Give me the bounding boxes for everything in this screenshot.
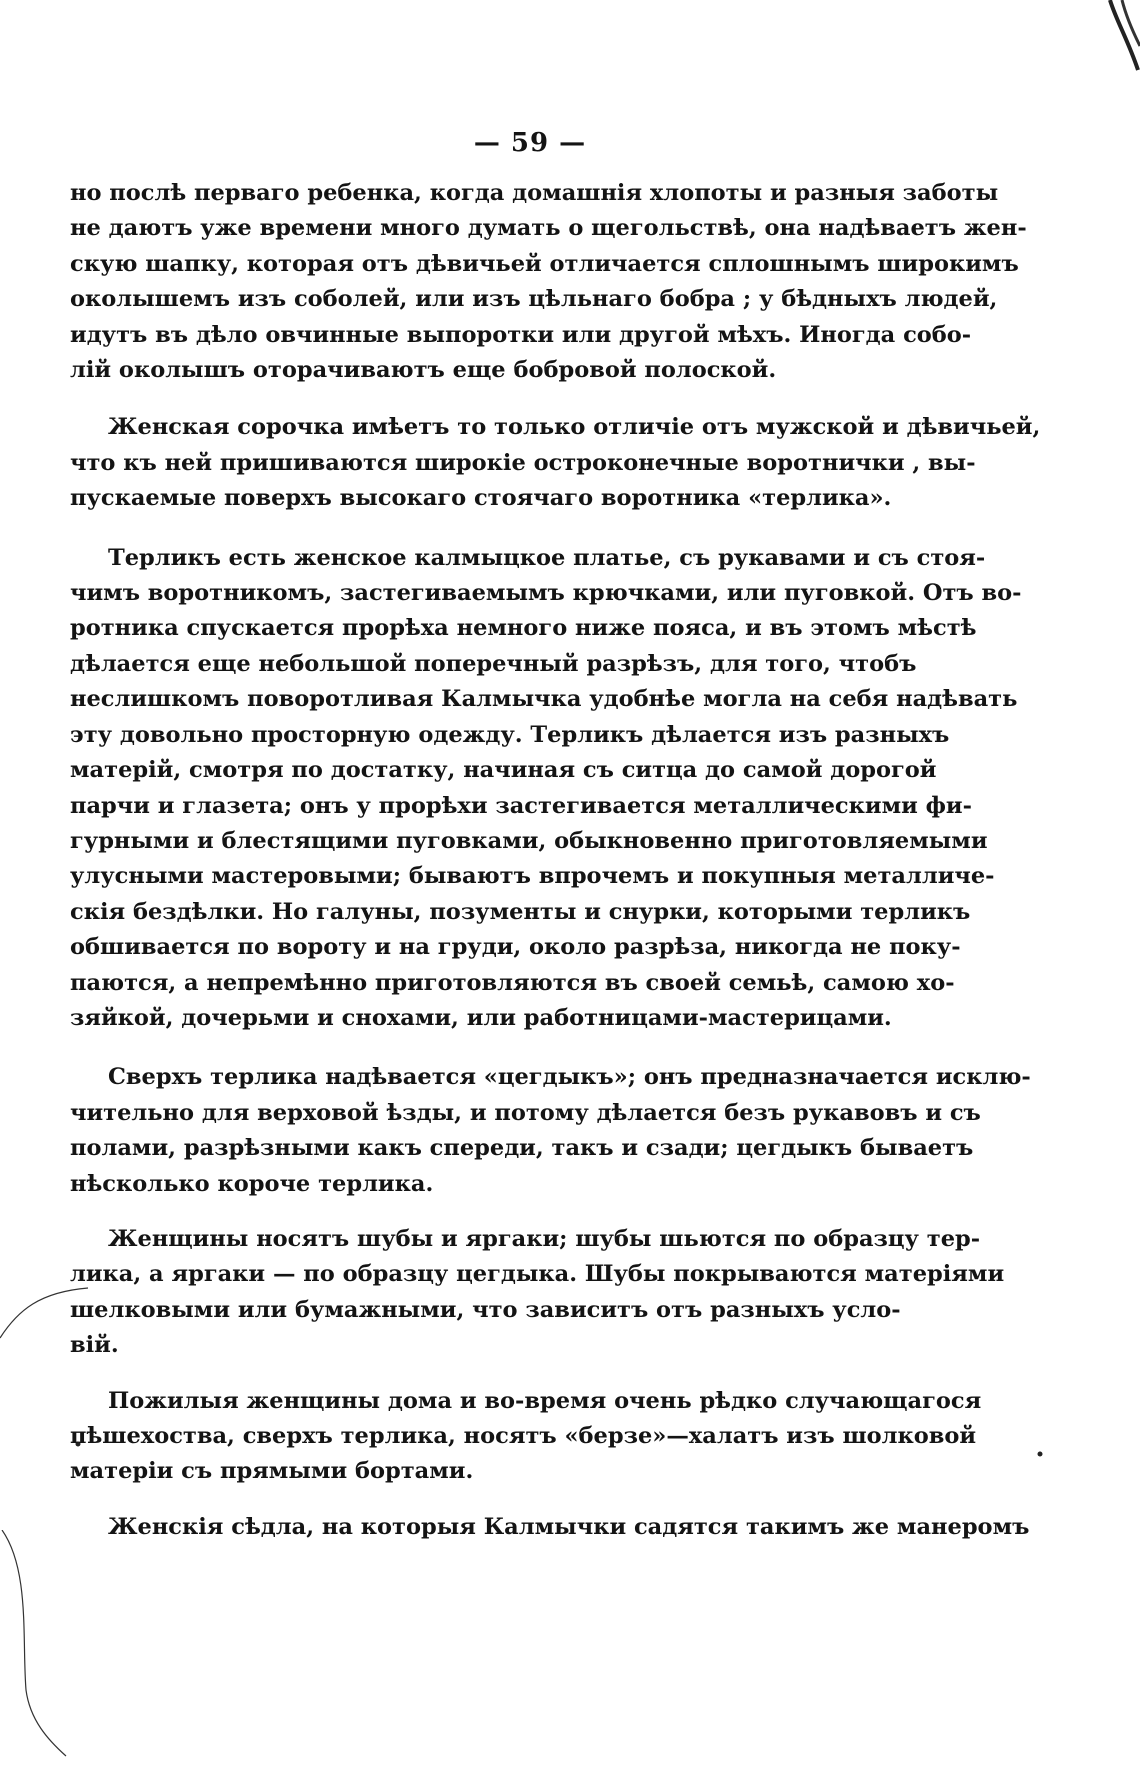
text-line: пѣшехоства, сверхъ терлика, носятъ «берзе»—халатъ изъ шолковой <box>70 1423 977 1449</box>
body-text <box>70 176 1041 1563</box>
text-line: матерій, смотря по достатку, начиная съ ситца до самой дорогой <box>70 757 937 784</box>
paragraph <box>70 1222 1005 1364</box>
text-line: Женскія сѣдла, на которыя Калмычки садятся такимъ же манеромъ <box>108 1513 1030 1540</box>
text-line: парчи и глазета; онъ у прорѣхи застегивается металлическими фи- <box>70 792 972 819</box>
text-line: Женщины носятъ шубы и яргаки; шубы шьются по образцу тер- <box>108 1225 981 1252</box>
text-line: чимъ воротникомъ, застегиваемымъ крючками, или пуговкой. Отъ во- <box>70 580 1022 607</box>
paragraph <box>70 541 1022 1037</box>
scan-dot <box>1036 1450 1044 1458</box>
text-line: но послѣ перваго ребенка, когда домашнія хлопоты и разныя заботы <box>70 180 999 206</box>
text-line: Сверхъ терлика надѣвается «цегдыкъ»; онъ предназначается исклю- <box>108 1064 1031 1091</box>
text-line: идутъ въ дѣло овчинные выпоротки или другой мѣхъ. Иногда собо- <box>70 321 972 348</box>
paragraph <box>70 1060 1031 1202</box>
paragraph <box>70 1510 1030 1545</box>
text-line: Женская сорочка имѣетъ то только отличіе отъ мужской и дѣвичьей, <box>108 414 1041 441</box>
text-line: паются, а непремѣнно приготовляются въ своей семьѣ, самою хо- <box>70 969 955 996</box>
text-line: лика, а яргаки — по образцу цегдыка. Шубы покрываются матеріями <box>70 1261 1005 1288</box>
text-line: полами, разрѣзными какъ спереди, такъ и сзади; цегдыкъ бываетъ <box>70 1135 974 1162</box>
text-line: дѣлается еще небольшой поперечный разрѣзъ, для того, чтобъ <box>70 650 917 677</box>
text-line: зяйкой, дочерьми и снохами, или работницами-мастерицами. <box>70 1004 892 1031</box>
scan-edge-curve-left-lower <box>0 1530 70 1760</box>
text-line: что къ ней пришиваются широкіе остроконечные воротнички , вы- <box>70 449 976 476</box>
text-line: эту довольно просторную одежду. Терликъ дѣлается изъ разныхъ <box>70 721 950 748</box>
paragraph <box>70 1384 982 1490</box>
text-line: обшивается по вороту и на груди, около разрѣза, никогда не поку- <box>70 934 961 961</box>
text-line: чительно для верховой ѣзды, и потому дѣлается безъ рукавовъ и съ <box>70 1099 981 1126</box>
text-line: улусными мастеровыми; бываютъ впрочемъ и покупныя металличе- <box>70 863 995 890</box>
text-line: ротника спускается прорѣха немного ниже пояса, и въ этомъ мѣстѣ <box>70 615 977 642</box>
paragraph <box>70 176 1027 388</box>
paragraph <box>70 410 1041 516</box>
text-line: неслишкомъ поворотливая Калмычка удобнѣе могла на себя надѣвать <box>70 686 1018 713</box>
text-line: скія бездѣлки. Но галуны, позументы и снурки, которыми терликъ <box>70 898 971 925</box>
text-line: пускаемые поверхъ высокаго стоячаго воротника «терлика». <box>70 485 892 512</box>
scan-edge-mark-top-right <box>1108 0 1140 80</box>
text-line: Терликъ есть женское калмыцкое платье, съ рукавами и съ стоя- <box>108 544 986 571</box>
text-line: шелковыми или бумажными, что зависитъ отъ разныхъ усло- <box>70 1296 901 1323</box>
text-line: вій. <box>70 1332 119 1359</box>
page-number: — 59 — <box>473 128 587 158</box>
text-line: Пожилыя женщины дома и во-время очень рѣдко случающагося <box>108 1387 982 1414</box>
text-line: гурными и блестящими пуговками, обыкновенно приготовляемыми <box>70 827 988 854</box>
text-line: скую шапку, которая отъ дѣвичьей отличается сплошнымъ широкимъ <box>70 250 1019 277</box>
text-line: лій околышъ оторачиваютъ еще бобровой полоской. <box>70 357 777 384</box>
text-line: не даютъ уже времени много думать о щегольствѣ, она надѣваетъ жен- <box>70 215 1027 242</box>
text-line: околышемъ изъ соболей, или изъ цѣльнаго бобра ; у бѣдныхъ людей, <box>70 286 998 313</box>
text-line: матеріи съ прямыми бортами. <box>70 1458 474 1485</box>
text-line: нѣсколько короче терлика. <box>70 1170 434 1197</box>
